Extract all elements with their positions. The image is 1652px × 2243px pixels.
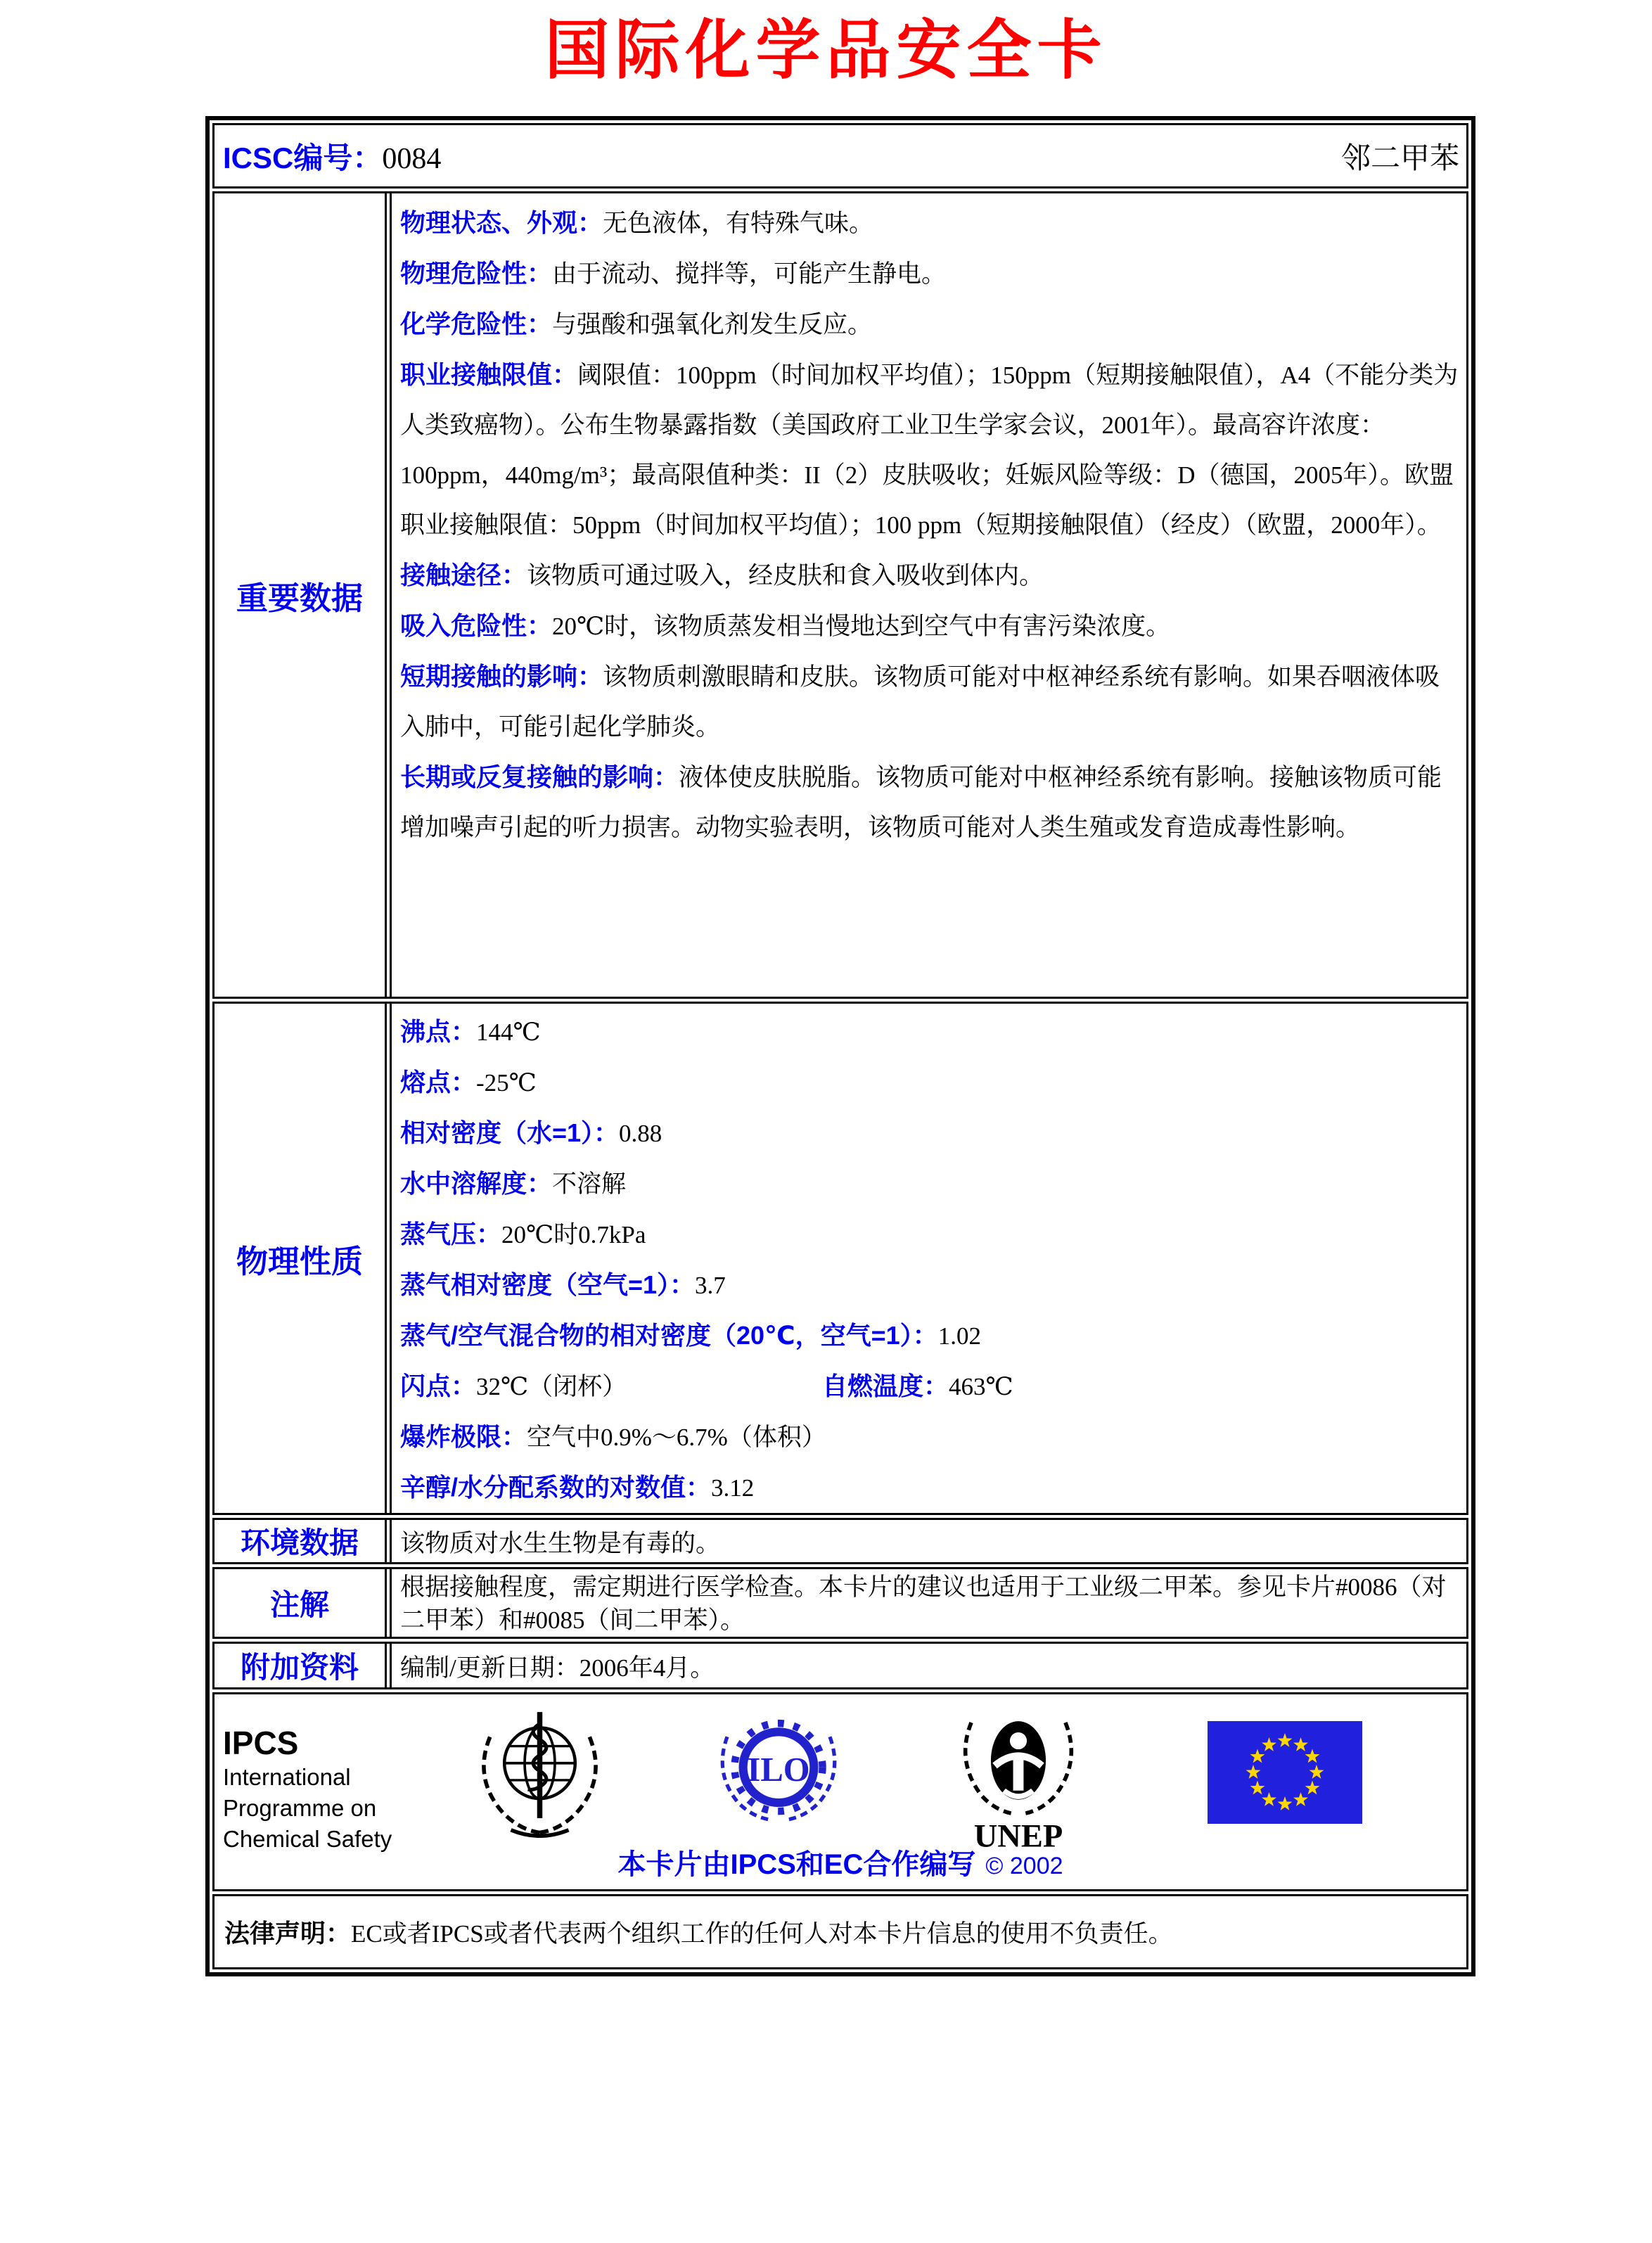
- important-item: 接触途径：该物质可通过吸入，经皮肤和食入吸收到体内。: [400, 561, 1044, 589]
- header-row: [212, 123, 1468, 188]
- physical-item: 水中溶解度：不溶解: [400, 1169, 627, 1198]
- notes-text: 根据接触程度，需定期进行医学检查。本卡片的建议也适用于工业级二甲苯。参见卡片#0086（对二甲苯）和#0085（间二甲苯）。: [400, 1573, 1447, 1634]
- additional-info-header-cell: [214, 1644, 387, 1687]
- caption-text: 本卡片由IPCS和EC合作编写: [617, 1849, 976, 1880]
- important-item: 化学危险性：与强酸和强氧化剂发生反应。: [400, 309, 873, 338]
- unep-label: UNEP: [973, 1818, 1063, 1853]
- copyright-text: © 2002: [985, 1853, 1063, 1879]
- physical-item: 辛醇/水分配系数的对数值：3.12: [400, 1473, 755, 1502]
- additional-info-text: 编制/更新日期：2006年4月。: [400, 1654, 715, 1682]
- ipcs-text-block: IPCS International Programme on Chemical Safety: [223, 1725, 392, 1852]
- who-logo-icon: [468, 1703, 612, 1838]
- legal-text: EC或者IPCS或者代表两个组织工作的任何人对本卡片信息的使用不负责任。: [351, 1919, 1173, 1948]
- eu-flag-icon: [1208, 1721, 1362, 1824]
- physical-properties-row: [212, 1002, 1468, 1515]
- icsc-number-label: ICSC编号：: [223, 141, 383, 174]
- ilo-logo-icon: [711, 1710, 846, 1831]
- legal-label: 法律声明：: [224, 1919, 352, 1948]
- physical-item: 沸点：144℃: [400, 1017, 541, 1046]
- notes-row: [212, 1567, 1468, 1639]
- icsc-card: [205, 116, 1475, 1976]
- physical-item: 蒸气压：20℃时0.7kPa: [400, 1220, 646, 1248]
- physical-properties-header-cell: [214, 1004, 387, 1513]
- cooperation-caption: [214, 1842, 1466, 1882]
- important-item: 短期接触的影响：该物质刺激眼睛和皮肤。该物质可能对中枢神经系统有影响。如果吞咽液体吸入肺中，可能引起化学肺炎。: [400, 662, 1440, 741]
- physical-item: 相对密度（水=1）：0.88: [400, 1118, 662, 1147]
- important-data-content: [390, 193, 1466, 997]
- notes-header-cell: [214, 1569, 387, 1637]
- important-item: 吸入危险性：20℃时，该物质蒸发相当慢地达到空气中有害污染浓度。: [400, 611, 1171, 640]
- important-item: 职业接触限值：阈限值：100ppm（时间加权平均值）；150ppm（短期接触限值），A4（不能分类为人类致癌物）。公布生物暴露指数（美国政府工业卫生学家会议，2001年）。最高容许浓度：100ppm，440mg/m³；最高限值种类：II（2）皮肤吸收；妊娠风险等级：D（德国，2005年）。欧盟职业接触限值：50ppm（时间加权平均值）；100 ppm（短期接触限值）（经皮）（欧盟，2000年）。: [400, 360, 1459, 539]
- important-data-label: 重要数据: [236, 580, 363, 616]
- ilo-letters: ILO: [747, 1750, 810, 1789]
- physical-properties-content: [390, 1004, 1466, 1513]
- page-title: 国际化学品安全卡: [544, 15, 1108, 87]
- important-item: 长期或反复接触的影响：液体使皮肤脱脂。该物质可能对中枢神经系统有影响。接触该物质可能增加噪声引起的听力损害。动物实验表明，该物质可能对人类生殖或发育造成毒性影响。: [400, 762, 1442, 841]
- environmental-data-text: 该物质对水生生物是有毒的。: [400, 1530, 721, 1557]
- important-data-header-cell: [214, 193, 387, 997]
- physical-item-flash-autoignition: 闪点：32℃（闭杯） 自燃温度：463℃: [400, 1372, 1013, 1400]
- notes-content: [390, 1569, 1466, 1637]
- important-item: 物理状态、外观：无色液体，有特殊气味。: [400, 208, 874, 237]
- legal-row: [212, 1894, 1468, 1969]
- important-data-row: [212, 191, 1468, 999]
- additional-info-label: 附加资料: [240, 1651, 359, 1684]
- important-item: 物理危险性：由于流动、搅拌等，可能产生静电。: [400, 259, 947, 288]
- notes-label: 注解: [269, 1588, 329, 1621]
- physical-item: 爆炸极限：空气中0.9%～6.7%（体积）: [400, 1422, 826, 1451]
- environmental-data-label: 环境数据: [240, 1526, 359, 1559]
- additional-info-content: [390, 1644, 1466, 1687]
- logos-row: [212, 1692, 1468, 1891]
- environmental-data-content: [390, 1520, 1466, 1562]
- chemical-name: 邻二甲苯: [1340, 142, 1459, 175]
- physical-item: 蒸气相对密度（空气=1）：3.7: [400, 1270, 726, 1299]
- unep-logo-icon: [953, 1704, 1084, 1853]
- environmental-data-row: [212, 1518, 1468, 1564]
- additional-info-row: [212, 1642, 1468, 1689]
- physical-properties-label: 物理性质: [236, 1243, 363, 1279]
- icsc-number-value: 0084: [382, 142, 442, 175]
- environmental-data-header-cell: [214, 1520, 387, 1562]
- ipcs-acronym: IPCS: [223, 1725, 299, 1761]
- physical-item: 熔点：-25℃: [400, 1068, 537, 1097]
- physical-item: 蒸气/空气混合物的相对密度（20℃，空气=1）：1.02: [400, 1321, 981, 1350]
- icsc-number-group: [223, 135, 441, 177]
